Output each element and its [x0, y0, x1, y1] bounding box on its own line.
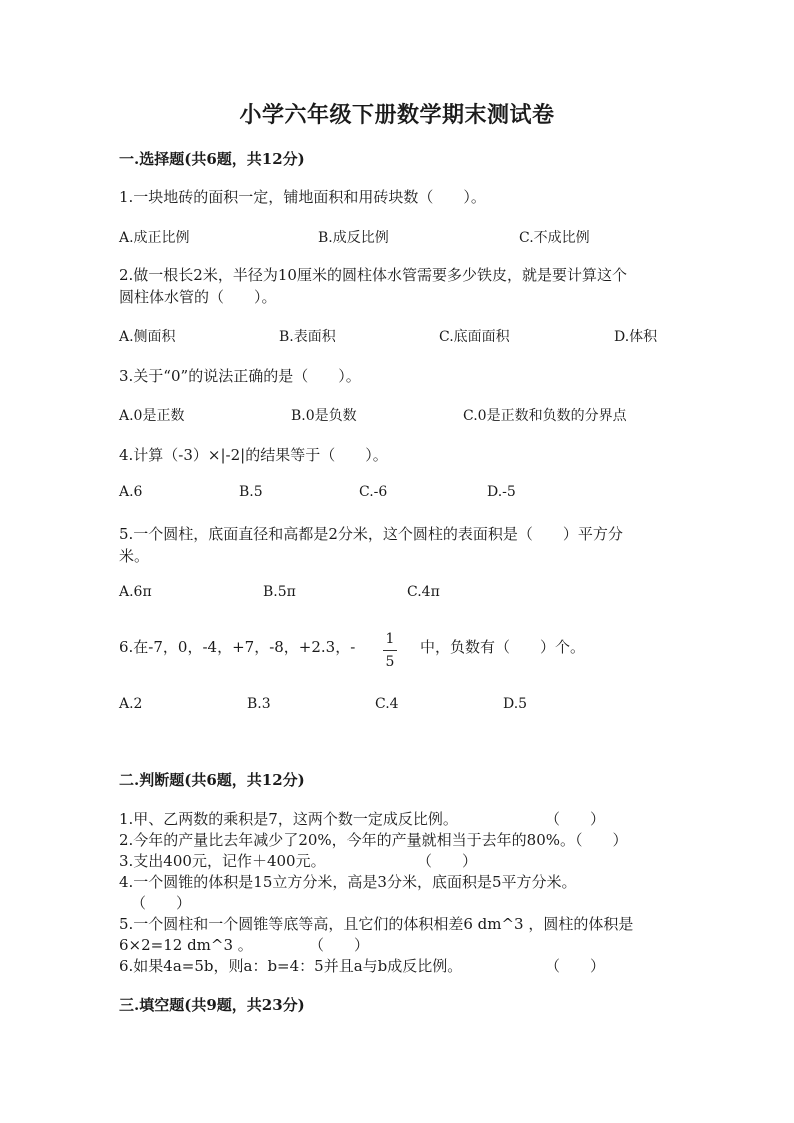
q5-option-a: A.6π	[119, 584, 152, 600]
question-6-text-after: 中，负数有（ ）个。	[420, 638, 586, 656]
q4-option-c: C.-6	[359, 484, 388, 500]
question-2-line2: 圆柱体水管的（ ）。	[119, 288, 277, 306]
question-4-text: 4.计算（-3）×|-2|的结果等于（ ）。	[119, 446, 388, 464]
q6-option-c: C.4	[375, 696, 399, 712]
q1-option-c: C.不成比例	[519, 230, 590, 246]
q4-option-b: B.5	[239, 484, 263, 500]
judgment-item-5-line1: 5.一个圆柱和一个圆锥等底等高，且它们的体积相差6 dm^3 ，圆柱的体积是	[119, 915, 634, 933]
judgment-item-5-line2: 6×2=12 dm^3 。	[119, 936, 253, 954]
q3-option-b: B.0是负数	[291, 408, 357, 424]
judgment-item-3: 3.支出400元，记作＋400元。	[119, 852, 326, 870]
fraction-one-fifth	[380, 631, 400, 670]
section-heading-judgment: 二.判断题(共6题，共12分)	[119, 771, 305, 789]
judgment-item-2: 2.今年的产量比去年减少了20%，今年的产量就相当于去年的80%。（ ）	[119, 831, 628, 849]
q5-option-b: B.5π	[263, 584, 296, 600]
section-heading-choice: 一.选择题(共6题，共12分)	[119, 150, 305, 168]
question-6-text-before: 6.在-7，0，-4，+7，-8，+2.3，-	[119, 638, 356, 656]
q4-option-a: A.6	[119, 484, 143, 500]
judgment-item-1: 1.甲、乙两数的乘积是7，这两个数一定成反比例。	[119, 810, 458, 828]
judgment-paren-6: （ ）	[545, 957, 606, 975]
fraction-denominator: 5	[385, 654, 395, 670]
question-3-text: 3.关于“0”的说法正确的是（ ）。	[119, 367, 361, 385]
judgment-item-4: 4.一个圆锥的体积是15立方分米，高是3分米，底面积是5平方分米。	[119, 873, 577, 891]
judgment-paren-5: （ ）	[309, 936, 370, 954]
question-1-text: 1.一块地砖的面积一定，铺地面积和用砖块数（ ）。	[119, 188, 486, 206]
q5-option-c: C.4π	[407, 584, 440, 600]
question-5-line1: 5.一个圆柱，底面直径和高都是2分米，这个圆柱的表面积是（ ）平方分	[119, 525, 623, 543]
page-title: 小学六年级下册数学期末测试卷	[239, 102, 555, 128]
q2-option-a: A.侧面积	[119, 329, 176, 345]
judgment-paren-3: （ ）	[417, 852, 478, 870]
q4-option-d: D.-5	[487, 484, 516, 500]
q3-option-c: C.0是正数和负数的分界点	[463, 408, 627, 424]
question-2-line1: 2.做一根长2米，半径为10厘米的圆柱体水管需要多少铁皮，就是要计算这个	[119, 266, 627, 284]
fraction-bar	[383, 650, 397, 651]
q6-option-b: B.3	[247, 696, 271, 712]
q2-option-c: C.底面面积	[439, 329, 510, 345]
q6-option-d: D.5	[503, 696, 528, 712]
question-5-line2: 米。	[119, 547, 150, 565]
q1-option-b: B.成反比例	[318, 230, 389, 246]
q1-option-a: A.成正比例	[119, 230, 190, 246]
judgment-paren-4: （ ）	[131, 894, 192, 912]
judgment-item-6: 6.如果4a=5b，则a：b=4：5并且a与b成反比例。	[119, 957, 463, 975]
section-heading-fill-blank: 三.填空题(共9题，共23分)	[119, 996, 305, 1014]
q2-option-b: B.表面积	[279, 329, 336, 345]
q3-option-a: A.0是正数	[119, 408, 185, 424]
q2-option-d: D.体积	[614, 329, 658, 345]
judgment-paren-1: （ ）	[545, 810, 606, 828]
fraction-numerator: 1	[385, 631, 395, 647]
q6-option-a: A.2	[119, 696, 143, 712]
